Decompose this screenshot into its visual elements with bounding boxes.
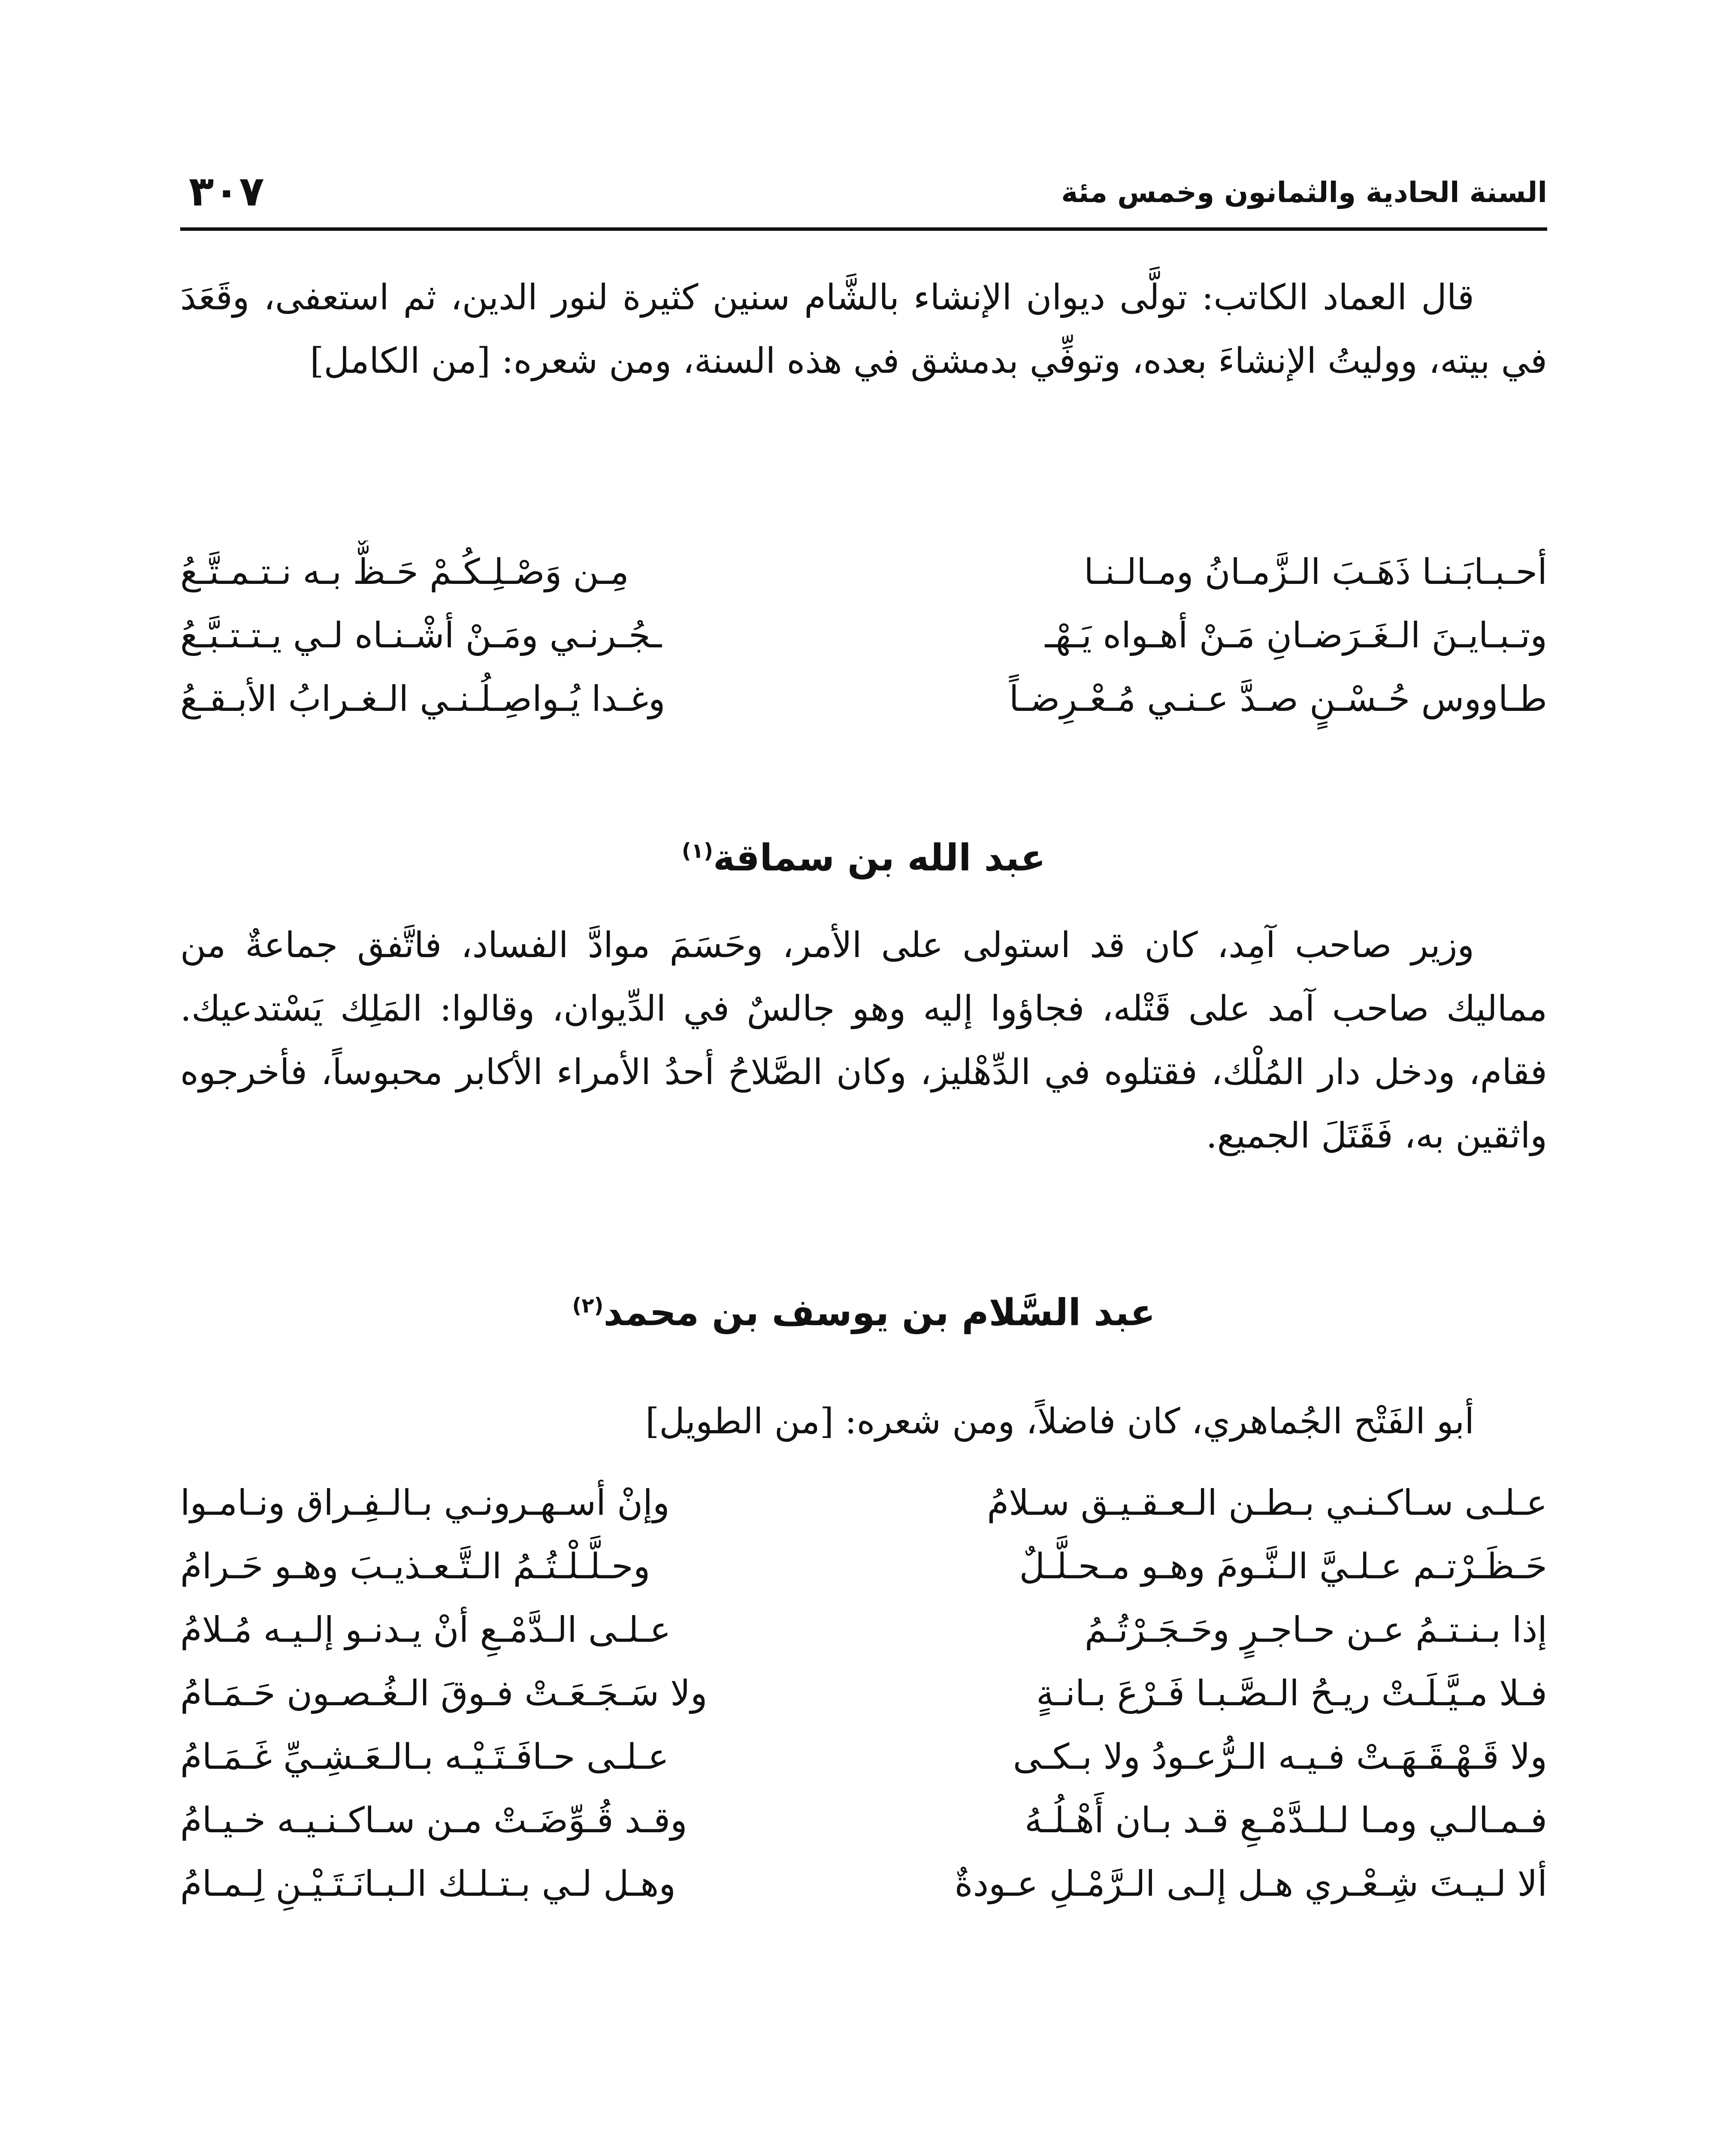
section2-text (180, 1390, 1547, 1453)
verse-second-hemistich: عـلـى حـافَـتَـيْـه بـالـعَـشِـيِّ غَـمَـامُ (180, 1737, 669, 1777)
verse-second-hemistich: مِـن وَصْـلِـكُـمْ حَـظٌّ بـه نـتـمـتَّـعُ (180, 552, 629, 592)
section-heading (180, 837, 1547, 879)
intro-poem (180, 541, 1547, 731)
section-heading (180, 1291, 1547, 1334)
verse-line (180, 1852, 1547, 1916)
heading-text: عبد الله بن سماقة (713, 837, 1046, 879)
footnote-ref: (١) (681, 839, 714, 863)
verse-second-hemistich: وإنْ أسـهـرونـي بـالـفِـراق ونـامـوا (180, 1483, 670, 1523)
verse-line (180, 1598, 1547, 1662)
verse-line (180, 1725, 1547, 1789)
heading-text: عبد السَّلام بن يوسف بن محمد (603, 1291, 1155, 1334)
verse-first-hemistich: عـلـى سـاكـنـي بـطـن الـعـقـيـق سـلامُ (987, 1483, 1547, 1523)
verse-first-hemistich: طـاووس حُـسْـنٍ صـدَّ عـنـي مُـعْـرِضـاً (1009, 679, 1547, 719)
verse-first-hemistich: وتـبـايـنَ الـغَـرَضـانِ مَـنْ أهـواه يَـهْـ (1045, 615, 1547, 656)
page-number: ٣٠٧ (189, 167, 264, 215)
verse-first-hemistich: حَـظَـرْتـم عـلـيَّ الـنَّـومَ وهـو مـحـلَّـلٌ (1019, 1546, 1547, 1587)
verse-line (180, 1471, 1547, 1535)
footnote-ref: (٢) (572, 1293, 604, 1318)
verse-line (180, 668, 1547, 731)
verse-first-hemistich: ألا لـيـتَ شِـعْـري هـل إلـى الـرَّمْـلِ عـودةٌ (954, 1864, 1547, 1904)
verse-second-hemistich: وحـلَّـلْـتُـمُ الـتَّـعـذيـبَ وهـو حَـرامُ (180, 1546, 650, 1587)
intro-paragraph: قال العماد الكاتب: تولَّى ديوان الإنشاء بالشَّام سنين كثيرة لنور الدين، ثم استعفى، وقَعَدَ في بيته، ووليتُ الإنشاءَ بعده، وتوفِّي بدمشق في هذه السنة، ومن شعره: [من الكامل] (180, 277, 1547, 381)
verse-first-hemistich: إذا بـنـتـمُ عـن حـاجـرٍ وحَـجَـرْتُـمُ (1084, 1610, 1547, 1650)
verse-line (180, 541, 1547, 604)
running-title: السنة الحادية والثمانون وخمس مئة (1061, 176, 1547, 209)
verse-line (180, 1789, 1547, 1852)
verse-second-hemistich: عـلـى الـدَّمْـعِ أنْ يـدنـو إلـيـه مُـلامُ (180, 1610, 671, 1650)
section1-text (180, 914, 1547, 1168)
section2-paragraph: أبو الفَتْح الجُماهري، كان فاضلاً، ومن شعره: [من الطويل] (645, 1401, 1474, 1442)
verse-second-hemistich: ولا سَـجَـعَـتْ فـوقَ الـغُـصـون حَـمَـامُ (180, 1673, 708, 1714)
verse-second-hemistich: ـجُـرنـي ومَـنْ أشْـنـاه لـي يـتـتـبَّـعُ (180, 615, 662, 656)
verse-first-hemistich: فـمـالـي ومـا لـلـدَّمْـعِ قـد بـان أَهْـلُـهُ (1024, 1800, 1547, 1841)
page-header (180, 163, 1547, 231)
verse-first-hemistich: ولا قَـهْـقَـهَـتْ فـيـه الـرُّعـودُ ولا بـكـى (1013, 1737, 1547, 1777)
verse-line (180, 1662, 1547, 1725)
verse-line (180, 604, 1547, 668)
verse-line (180, 1535, 1547, 1598)
verse-first-hemistich: أحـبـابَـنـا ذَهَـبَ الـزَّمـانُ ومـالـنـا (1084, 552, 1547, 592)
verse-second-hemistich: وهـل لـي بـتـلـك الـبـانَـتَـيْـنِ لِـمـامُ (180, 1864, 676, 1904)
section1-paragraph: وزير صاحب آمِد، كان قد استولى على الأمر، وحَسَمَ موادَّ الفساد، فاتَّفق جماعةٌ من مماليك صاحب آمد على قَتْله، فجاؤوا إليه وهو جالسٌ في الدِّيوان، وقالوا: المَلِك يَسْتدعيك. فقام، ودخل دار المُلْك، فقتلوه في الدِّهْليز، وكان الصَّلاحُ أحدُ الأمراء الأكابر محبوساً، فأخرجوه واثقين به، فَقَتَلَ الجميع. (180, 925, 1548, 1156)
section2-poem (180, 1471, 1547, 1916)
verse-first-hemistich: فـلا مـيَّـلَـتْ ريـحُ الـصَّـبـا فَـرْعَ بـانـةٍ (1036, 1673, 1547, 1714)
verse-second-hemistich: وغـدا يُـواصِـلُـنـي الـغـرابُ الأبـقـعُ (180, 679, 665, 719)
verse-second-hemistich: وقـد قُـوِّضَـتْ مـن سـاكـنـيـه خـيـامُ (180, 1800, 687, 1841)
intro-text (180, 266, 1547, 393)
